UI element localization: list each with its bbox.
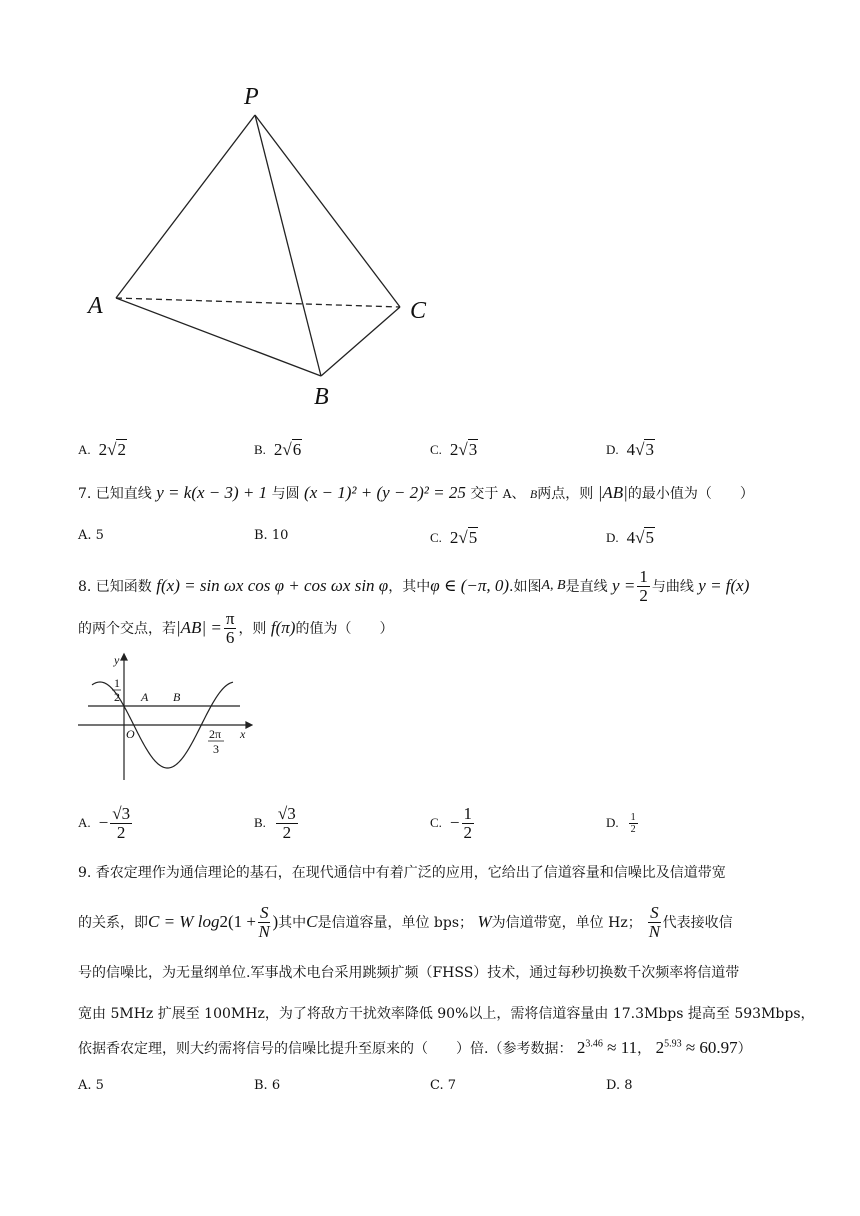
point-b-label: B [173,690,181,704]
q8-option-b[interactable]: B. $\frac{√3}{2}$ [254,803,296,842]
edge-bc [321,307,400,376]
vertex-label-b: B [314,384,329,410]
edge-ab [116,298,321,376]
q9-option-b[interactable]: B. 6 [254,1078,281,1093]
q9-option-c[interactable]: C. 7 [430,1078,457,1093]
q7-stem: 7. 已知直线 y = k(x − 3) + 1 与圆 (x − 1)² + (y − 2)² = 25 交于 A、 B两点，则 |AB|的最小值为（ ） [78,483,754,502]
q6-option-c[interactable]: C. 2√3 [430,440,478,459]
q6-options [78,440,798,480]
q8-option-d[interactable]: D. $\frac{1}{2}$ [606,811,636,835]
q9-line1: 9. 香农定理作为通信理论的基石，在现代通信中有着广泛的应用，它给出了信道容量和信噪比及信道带宽 [78,865,726,881]
q9-line4: 宽由 5MHz 扩展至 100MHz，为了将敌方干扰效率降低 90%以上，需将信道容量由 17.3Mbps 提高至 593Mbps， [78,1006,815,1022]
q9-options [78,1078,798,1118]
q6-option-d[interactable]: D. 4√3 [606,440,654,459]
q9-line2: 的关系，即 C = W log 2 (1 + $\frac{S}{N}$ ) 其中 C 是信道容量，单位 bps； W 为信道带宽，单位 Hz； $\frac{S}{N}$ 代表接收信 [78,902,733,941]
q6-option-a[interactable]: A. 2√2 [78,440,126,459]
q7-options [78,528,798,568]
q9-line5: 依据香农定理，则大约需将信号的信噪比提升至原来的（ ）倍.（参考数据： $2^{3.46} \approx 11$， $2^{5.93} \approx 60.97$） [78,1038,752,1057]
q8-option-c[interactable]: C. − $\frac{1}{2}$ [430,803,473,842]
y-axis-label: y [114,653,120,667]
q8-stem-line2: 的两个交点，若 |AB| = $\frac{\pi}{6}$ ，则 f(π) 的值为（ ） [78,608,394,647]
q7-option-d[interactable]: D. 4√5 [606,528,654,547]
q9-option-d[interactable]: D. 8 [606,1078,633,1093]
y-axis-arrow [121,654,127,660]
half-num-label: 1 [114,676,120,690]
q8-option-a[interactable]: A. − $\frac{√3}{2}$ [78,803,131,842]
tick-2pi-den: 3 [213,742,219,756]
tick-2pi-num: 2π [209,727,222,741]
half-den-label: 2 [114,690,120,704]
q8-sine-graph [78,652,253,782]
x-axis-label: x [240,727,246,741]
origin-label: O [126,727,135,741]
edge-pa [116,115,255,298]
edge-ac-hidden [116,298,400,307]
q7-option-b[interactable]: B. 10 [254,528,289,543]
q8-stem-line1: 8. 已知函数 f(x) = sin ωx cos φ + cos ωx sin φ ，其中 φ ∈ (−π, 0) .如图 A, B 是直线 y = $\frac{1}{2}$ 与曲线 y = f(x) [78,566,750,605]
vertex-label-a: A [88,293,103,319]
edge-pb [255,115,321,376]
q9-line3: 号的信噪比，为无量纲单位.军事战术电台采用跳频扩频（FHSS）技术，通过每秒切换数千次频率将信道带 [78,965,740,981]
vertex-label-p: P [244,84,259,110]
q6-option-b[interactable]: B. 2√6 [254,440,302,459]
vertex-label-c: C [410,298,427,324]
point-a-label: A [141,690,149,704]
tetrahedron-figure [80,78,440,418]
q9-option-a[interactable]: A. 5 [78,1078,104,1093]
q8-options [78,798,798,848]
q7-option-a[interactable]: A. 5 [78,528,104,543]
edge-pc [255,115,400,307]
x-axis-arrow [246,722,252,728]
q7-option-c[interactable]: C. 2√5 [430,528,478,547]
